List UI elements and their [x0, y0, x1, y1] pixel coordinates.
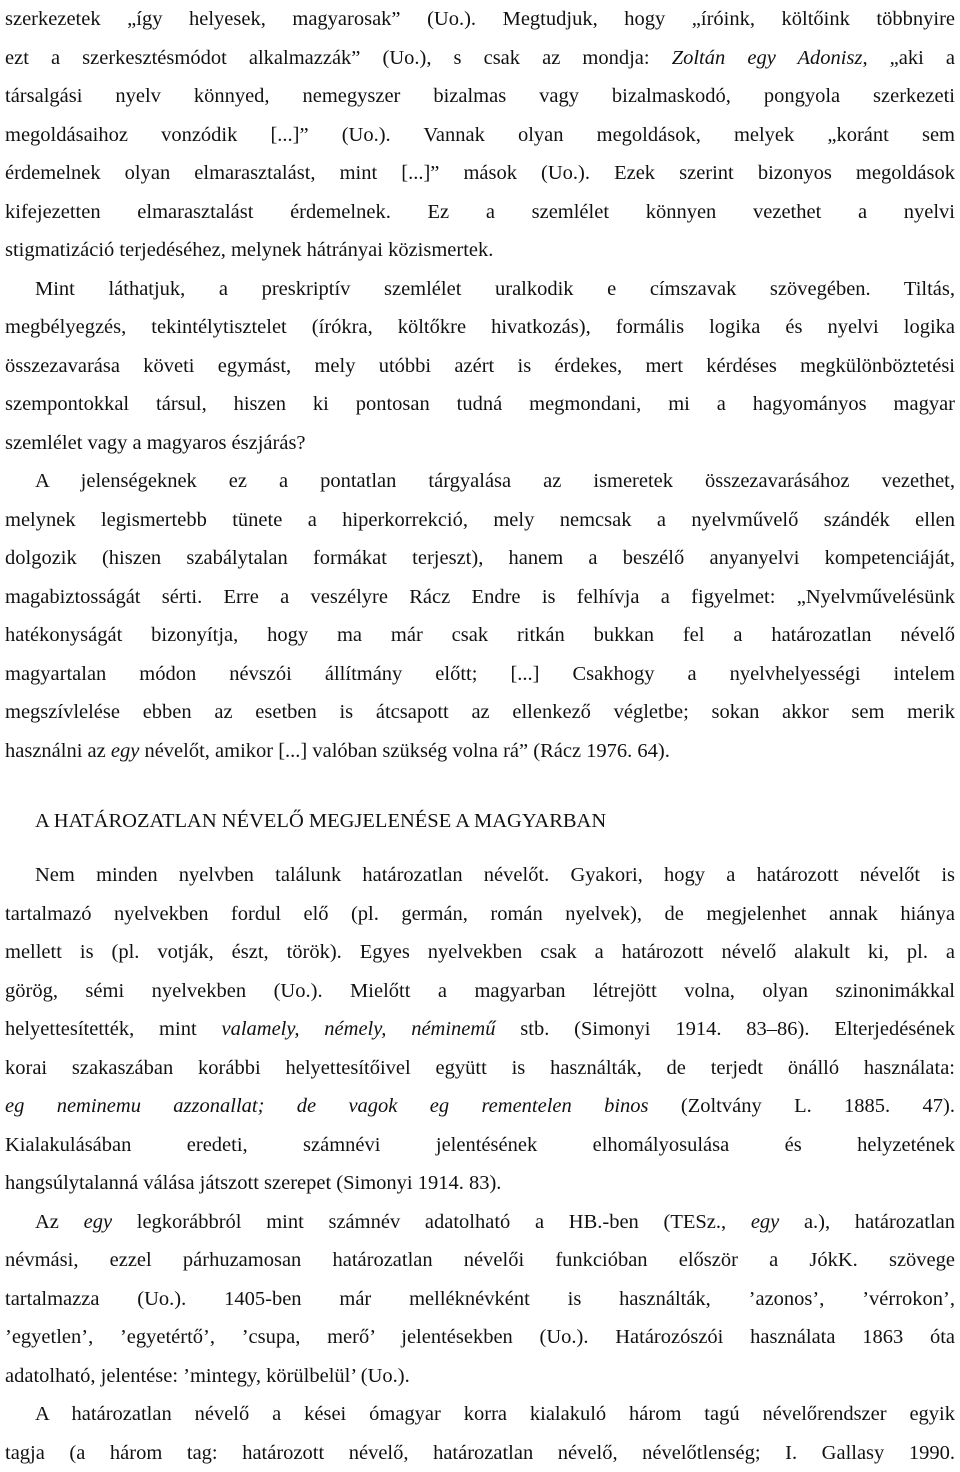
text-line	[5, 77, 955, 116]
text-segment: görög, sémi nyelvekben (Uo.). Mielőtt a magyarban létrejött volna, olyan szinonimákkal	[5, 980, 955, 1002]
text-segment: dolgozik (hiszen szabálytalan formákat terjeszt), hanem a beszélő anyanyelvi kompetenciáját,	[5, 547, 955, 569]
text-line	[5, 616, 955, 655]
text-line	[5, 1280, 955, 1319]
text-segment: helyettesítették, mint	[5, 1018, 221, 1040]
text-line	[5, 732, 955, 771]
italic-text: egy	[111, 740, 139, 762]
text-line	[5, 1126, 955, 1165]
text-segment: ezt a szerkesztésmódot alkalmazzák” (Uo.), s csak az mondja:	[5, 47, 672, 69]
section-heading	[5, 770, 955, 856]
italic-text: eg neminemu azzonallat; de vagok eg rementelen binos	[5, 1095, 649, 1117]
text-segment: stb. (Simonyi 1914. 83–86). Elterjedésének	[495, 1018, 955, 1040]
text-segment: névmási, ezzel párhuzamosan határozatlan névelői funkcióban először a JókK. szövege	[5, 1249, 955, 1271]
text-segment: használni az	[5, 740, 111, 762]
text-line	[5, 1164, 955, 1203]
text-segment: mellett is (pl. votják, észt, török). Egyes nyelvekben csak a határozott névelő alakult ki, pl. a	[5, 941, 955, 963]
text-segment: tagja (a három tag: határozott névelő, határozatlan névelő, névelőtlenség; I. Gallasy 1990.	[5, 1442, 955, 1464]
text-line	[5, 933, 955, 972]
text-segment: Mint láthatjuk, a preskriptív szemlélet uralkodik e címszavak szövegében. Tiltás,	[35, 278, 955, 300]
text-line	[5, 539, 955, 578]
text-segment: hatékonyságát bizonyítja, hogy ma már csak ritkán bukkan fel a határozatlan névelő	[5, 624, 955, 646]
text-line	[5, 154, 955, 193]
text-segment: , „aki a	[862, 47, 955, 69]
text-segment: tartalmazza (Uo.). 1405-ben már melléknévként is használták, ’azonos’, ’vérrokon’,	[5, 1288, 955, 1310]
text-line	[5, 578, 955, 617]
text-segment: stigmatizáció terjedéséhez, melynek hátrányai közismertek.	[5, 239, 493, 261]
text-segment: szempontokkal társul, hiszen ki pontosan tudná megmondani, mi a hagyományos magyar	[5, 393, 955, 415]
text-segment: érdemelnek olyan elmarasztalást, mint [...]” mások (Uo.). Ezek szerint bizonyos megoldások	[5, 162, 955, 184]
text-line	[5, 1087, 955, 1126]
text-line	[5, 1395, 955, 1434]
text-segment: A HATÁROZATLAN NÉVELŐ MEGJELENÉSE A MAGYARBAN	[35, 810, 606, 832]
text-segment: korai szakaszában korábbi helyettesítőivel együtt is használták, de terjedt önálló használata:	[5, 1057, 955, 1079]
text-line	[5, 1241, 955, 1280]
text-segment: A határozatlan névelő a kései ómagyar korra kialakuló három tagú névelőrendszer egyik	[35, 1403, 955, 1425]
text-segment: megszívlelése ebben az esetben is átcsapott az ellenkező végletbe; sokan akkor sem merik	[5, 701, 955, 723]
text-line	[5, 1010, 955, 1049]
text-segment: melynek legismertebb tünete a hiperkorrekció, mely nemcsak a nyelvművelő szándék ellen	[5, 509, 955, 531]
text-line	[5, 270, 955, 309]
text-line	[5, 0, 955, 39]
text-segment: kifejezetten elmarasztalást érdemelnek. Ez a szemlélet könnyen vezethet a nyelvi	[5, 201, 955, 223]
italic-text: Zoltán egy Adonisz	[672, 47, 863, 69]
text-line	[5, 308, 955, 347]
text-line	[5, 501, 955, 540]
italic-text: egy	[751, 1211, 779, 1233]
text-segment: társalgási nyelv könnyed, nemegyszer bizalmas vagy bizalmaskodó, pongyola szerkezeti	[5, 85, 955, 107]
text-segment: szemlélet vagy a magyaros észjárás?	[5, 432, 306, 454]
text-line	[5, 1357, 955, 1396]
italic-text: valamely, némely, néminemű	[221, 1018, 495, 1040]
text-line	[5, 693, 955, 732]
text-segment: megoldásaihoz vonzódik [...]” (Uo.). Vannak olyan megoldások, melyek „koránt sem	[5, 124, 955, 146]
text-line	[5, 116, 955, 155]
text-segment: hangsúlytalanná válása játszott szerepet (Simonyi 1914. 83).	[5, 1172, 501, 1194]
text-segment: a.), határozatlan	[779, 1211, 955, 1233]
text-line	[5, 231, 955, 270]
text-segment: tartalmazó nyelvekben fordul elő (pl. germán, román nyelvek), de megjelenhet annak hiánya	[5, 903, 955, 925]
text-line	[5, 39, 955, 78]
text-line	[5, 385, 955, 424]
text-segment: magabiztosságát sérti. Erre a veszélyre Rácz Endre is felhívja a figyelmet: „Nyelvművelésünk	[5, 586, 955, 608]
text-line	[5, 1049, 955, 1088]
text-segment: névelőt, amikor [...] valóban szükség volna rá” (Rácz 1976. 64).	[139, 740, 670, 762]
text-segment: legkorábbról mint számnév adatolható a HB.-ben (TESz.,	[112, 1211, 751, 1233]
text-segment: összezavarása követi egymást, mely utóbbi azért is érdekes, mert kérdéses megkülönböztetési	[5, 355, 955, 377]
text-line	[5, 655, 955, 694]
text-segment: adatolható, jelentése: ’mintegy, körülbelül’ (Uo.).	[5, 1365, 410, 1387]
text-segment: szerkezetek „így helyesek, magyarosak” (Uo.). Megtudjuk, hogy „íróink, költőink többnyire	[5, 8, 955, 30]
text-line	[5, 856, 955, 895]
text-line	[5, 462, 955, 501]
text-line	[5, 1434, 955, 1472]
text-line	[5, 972, 955, 1011]
text-line	[5, 1318, 955, 1357]
text-line	[5, 895, 955, 934]
text-segment: ’egyetlen’, ’egyetértő’, ’csupa, merő’ jelentésekben (Uo.). Határozószói használata 1863 óta	[5, 1326, 955, 1348]
italic-text: egy	[84, 1211, 112, 1233]
text-line	[5, 1203, 955, 1242]
text-segment: A jelenségeknek ez a pontatlan tárgyalása az ismeretek összezavarásához vezethet,	[35, 470, 955, 492]
text-segment: magyartalan módon névszói állítmány előtt; [...] Csakhogy a nyelvhelyességi intelem	[5, 663, 955, 685]
text-segment: Kialakulásában eredeti, számnévi jelentésének elhomályosulása és helyzetének	[5, 1134, 955, 1156]
text-line	[5, 424, 955, 463]
text-segment: Az	[35, 1211, 84, 1233]
text-segment: Nem minden nyelvben találunk határozatlan névelőt. Gyakori, hogy a határozott névelőt is	[35, 864, 955, 886]
text-line	[5, 193, 955, 232]
text-segment: megbélyegzés, tekintélytisztelet (írókra, költőkre hivatkozás), formális logika és nyelvi logika	[5, 316, 955, 338]
text-line	[5, 347, 955, 386]
text-segment: (Zoltvány L. 1885. 47).	[649, 1095, 955, 1117]
